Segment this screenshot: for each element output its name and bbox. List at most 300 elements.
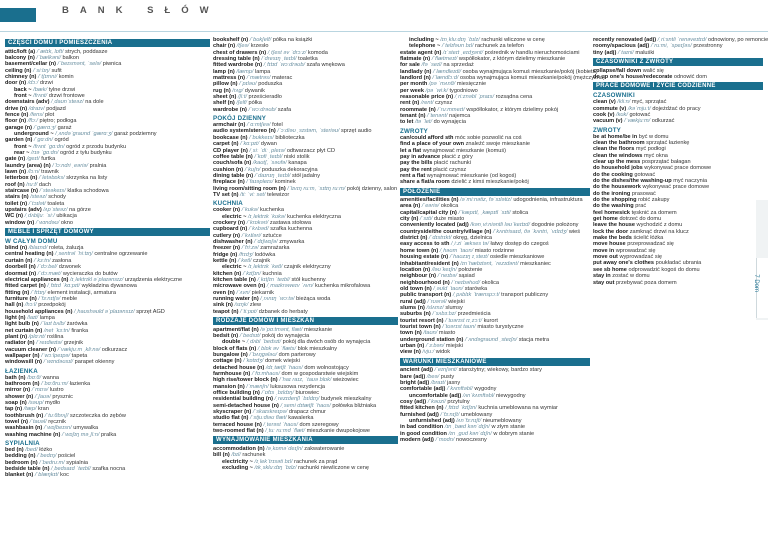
entry-word: microwave oven (n) bbox=[213, 283, 266, 290]
entry-word: put away one's clothes bbox=[593, 260, 655, 267]
entry-phonetic: /ˈkʊkə/ bbox=[241, 207, 259, 214]
entry-word: bungalow (n) bbox=[213, 351, 248, 358]
entry-word: bright (adj) bbox=[400, 379, 430, 386]
entry-word: electrical appliances (n) bbox=[5, 276, 69, 283]
entry-translation: móc sobie pozwolić na coś bbox=[455, 134, 522, 141]
entry-translation: prać bbox=[635, 203, 647, 210]
entry-phonetic: /ˈvækjuːm ˌkliːnə/ bbox=[57, 346, 101, 353]
entry-word: two-roomed flat (n) bbox=[213, 428, 264, 435]
section-heading: PRACE DOMOWE I ŻYCIE CODZIENNE bbox=[593, 82, 763, 90]
entry-translation: maluśki bbox=[635, 49, 655, 56]
entry-translation: odnowiony, po remoncie bbox=[707, 37, 768, 43]
entry-translation: rachunki wliczone w cenę bbox=[481, 37, 545, 43]
entry-translation: niewygodny bbox=[496, 392, 526, 399]
entry-phonetic: /ˈreɪdieɪtə/ bbox=[36, 340, 63, 347]
entry-phonetic: /braɪt/ bbox=[430, 379, 446, 386]
entry-word: light (n) bbox=[5, 314, 26, 321]
entry-translation: okno bbox=[60, 219, 73, 226]
entry-phonetic: /bɑːθ/ bbox=[27, 374, 41, 381]
entry-word: laundry (area) (n) bbox=[5, 162, 51, 169]
entry-phonetic: /ˌbedsaɪd ˈteɪbl/ bbox=[51, 466, 91, 473]
entry-word: sheet (n) bbox=[213, 94, 237, 101]
entry-translation: roślina bbox=[46, 333, 64, 340]
entry-phonetic: /ɪˌlektrɪk ˈketl/ bbox=[247, 264, 283, 271]
entry-phonetic: /bɪl/ bbox=[231, 452, 241, 459]
entry-translation: transport publiczny bbox=[501, 292, 549, 299]
entry-translation: myć okna bbox=[643, 152, 668, 159]
entry-translation: komin bbox=[58, 73, 74, 80]
entry-phonetic: /ˈfɪtɪŋ/ bbox=[30, 289, 46, 296]
section-heading: MEBLE I SPRZĘT DOMOWY bbox=[5, 228, 210, 236]
entry-translation: poduszka dekoracyjna bbox=[261, 166, 318, 173]
entry-translation: płacić rachunki bbox=[433, 160, 471, 167]
entry-translation: myć podłogi bbox=[635, 146, 666, 153]
entry-phonetic: /ɪˌlektrɪkl əˈplaɪənsɪz/ bbox=[69, 276, 124, 283]
entry-phonetic: /ˈbʌŋɡələʊ/ bbox=[249, 351, 278, 358]
entry-word: tap (n) bbox=[5, 406, 23, 413]
entry-phonetic: /ˌpʌblɪk ˈtrænspɔːt/ bbox=[452, 292, 500, 299]
entry-phonetic: /ˌʌndəˈɡraʊnd ˈɡærɑːʒ/ bbox=[55, 130, 113, 137]
entry-translation: odprowadzić kogoś do domu bbox=[628, 266, 700, 273]
entry-word: electricity ~ bbox=[222, 458, 253, 465]
entry-translation: szafa wnękowa bbox=[306, 62, 345, 69]
entry-translation: kawalerka bbox=[288, 415, 314, 422]
entry-phonetic: /ˈkɜːtn/ bbox=[33, 257, 51, 264]
entry-translation: dom w gospodarstwie wiejskim bbox=[281, 371, 359, 377]
entry-word: vacuum (v) bbox=[593, 118, 623, 125]
entry-translation: zmywarka bbox=[279, 238, 305, 245]
entry-phonetic: /ɪnˌkluːdɪŋ ˈbɪlz/ bbox=[440, 37, 480, 43]
entry-word: dishwasher (n) bbox=[213, 238, 253, 245]
entry-word: do the ironing bbox=[593, 190, 631, 197]
entry-translation: mieszkaniec bbox=[520, 260, 551, 267]
entry-phonetic: /ˈneɪbə/ bbox=[437, 273, 458, 280]
entry-phonetic: /ˈmɒdn/ bbox=[435, 436, 455, 443]
entry-word: hall (n) bbox=[5, 302, 24, 309]
entry-phonetic: /ˌfɪtɪd ˈwɔːdrəʊb/ bbox=[263, 62, 305, 69]
entry-translation: kuchenka bbox=[260, 207, 284, 214]
entry-word: pay the bills bbox=[400, 160, 433, 167]
entry-word: door (n) bbox=[5, 80, 27, 87]
entry-translation: kurort bbox=[483, 317, 498, 324]
entry-translation: materac bbox=[272, 75, 293, 82]
entry-word: tiny (adj) bbox=[593, 49, 617, 56]
entry-translation: myć naczynia bbox=[673, 178, 708, 184]
entry-word: audio system/stereo (n) bbox=[213, 128, 276, 135]
page-title: BANK SŁÓW bbox=[62, 5, 220, 16]
header-accent-strip bbox=[0, 8, 36, 22]
entry-word: tourist town (n) bbox=[400, 323, 441, 330]
entry-word: easy access to sth bbox=[400, 241, 450, 248]
entry-word: per month bbox=[400, 81, 428, 88]
entry-translation: nowoczesny bbox=[455, 436, 487, 443]
entry-word: feel homesick bbox=[593, 209, 630, 216]
entry-translation: szczoteczka do zębów bbox=[69, 412, 126, 419]
entry-word: lamp (n) bbox=[213, 68, 235, 75]
entry-word: neighbourhood (n) bbox=[400, 279, 450, 286]
entry-phonetic: /kənˌviːniəntli ləʊˈkeɪtɪd/ bbox=[470, 222, 530, 229]
entry-phonetic: /ˈdɪstrɪkt/ bbox=[428, 235, 452, 242]
entry-phonetic: /ˈflætmeɪt/ bbox=[431, 56, 458, 63]
entry-phonetic: /ˈtaɪni/ bbox=[617, 49, 634, 56]
entry-translation: lustro bbox=[49, 387, 64, 394]
entry-translation: wynajmować mieszkanie (od kogoś) bbox=[426, 172, 517, 179]
entry-word: get home bbox=[593, 216, 618, 223]
entry-word: flatmate (n) bbox=[400, 56, 431, 63]
entry-translation: element instalacji, armatura bbox=[47, 289, 116, 296]
entry-phonetic: /ˈwɔːlpeɪpə/ bbox=[41, 352, 71, 359]
entry-phonetic: /ˈtaʊəl/ bbox=[29, 419, 47, 426]
entry-phonetic: /ɪˈsteɪt ˌeɪdʒənt/ bbox=[442, 49, 484, 56]
entry-translation: posprzątać bałagan bbox=[641, 158, 691, 165]
entry-word: do the cooking bbox=[593, 171, 633, 178]
entry-translation: kuchnia bbox=[262, 270, 282, 277]
entry-phonetic: /laɪt/ bbox=[27, 314, 39, 321]
entry-translation: centralne ogrzewanie bbox=[94, 251, 148, 258]
entry-translation: wychodzić z domu bbox=[636, 222, 683, 229]
entry-translation: domek wiejski bbox=[265, 358, 300, 365]
entry-translation: osiedle mieszkaniowe bbox=[489, 254, 545, 261]
entry-word: electric ~ bbox=[222, 213, 247, 220]
entry-phonetic: /ˈskaɪskreɪpə/ bbox=[252, 409, 288, 416]
entry-word: countryside/the country/village (n) bbox=[400, 228, 492, 235]
entry-translation: kuchenka mikrofalowa bbox=[314, 283, 371, 290]
entry-translation: rachunek za prąd bbox=[294, 458, 338, 465]
entry-translation: myć, sprzątać bbox=[631, 99, 667, 106]
entry-translation: zasłona bbox=[52, 257, 72, 264]
entry-translation: drzwi bbox=[39, 80, 53, 87]
entry-translation: sprzęt AGD bbox=[136, 308, 165, 315]
entry-word: gate (n) bbox=[5, 156, 26, 163]
entry-word: lawn (n) bbox=[5, 169, 27, 176]
entry-phonetic: /ˈeɪnʃənt/ bbox=[434, 367, 458, 374]
vocab-entry bbox=[593, 74, 763, 80]
entry-translation: slumsy bbox=[445, 304, 463, 311]
vocab-entry bbox=[400, 119, 590, 125]
entry-word: suburbs (n) bbox=[400, 311, 431, 318]
entry-word: estate agent (n) bbox=[400, 49, 442, 56]
entry-translation: pokój do wynajęcia bbox=[261, 332, 310, 339]
entry-word: area (n) bbox=[400, 203, 421, 210]
entry-phonetic: /ˈʌndəɡraʊnd ˌsteɪʃn/ bbox=[464, 336, 518, 343]
entry-phonetic: /fə ˈseɪl/ bbox=[421, 62, 442, 69]
entry-phonetic: /ˈwɒʃbeɪsn/ bbox=[43, 425, 72, 432]
entry-phonetic: /ˈtuːθbrʌʃ/ bbox=[44, 412, 69, 419]
entry-translation: dotrzeć do domu bbox=[619, 216, 662, 223]
entry-word: city (n) bbox=[400, 216, 419, 223]
entry-translation: odnowić dom bbox=[673, 73, 707, 80]
entry-word: chimney (n) bbox=[5, 73, 37, 80]
entry-translation: łatwy dostęp do czegoś bbox=[490, 241, 549, 248]
entry-word: washing machine (n) bbox=[5, 431, 61, 438]
entry-word: double ~ bbox=[222, 339, 246, 346]
vocab-entry bbox=[5, 472, 210, 478]
entry-word: sink (n) bbox=[213, 302, 233, 309]
entry-word: fireplace (n) bbox=[213, 179, 245, 186]
entry-word: CD player (n) bbox=[213, 147, 248, 154]
entry-word: to let bbox=[400, 119, 414, 126]
entry-word: detached house (n) bbox=[213, 364, 265, 371]
entry-phonetic: /ˌəʊld ˈtaʊn/ bbox=[433, 285, 464, 292]
entry-phonetic: /ˈsteəkeɪs/ bbox=[39, 188, 66, 195]
entry-word: tourist resort (n) bbox=[400, 317, 444, 324]
entry-phonetic: /ˈhaɪ raɪz, ˈtaʊə blɒk/ bbox=[279, 377, 332, 384]
entry-word: electric ~ bbox=[222, 264, 247, 271]
entry-word: slums (n) bbox=[400, 304, 425, 311]
entry-translation: toaletka bbox=[298, 56, 318, 63]
entry-word: doormat (n) bbox=[5, 270, 37, 277]
entry-translation: w dobrym stanie bbox=[493, 430, 535, 437]
entry-word: modern (adj) bbox=[400, 436, 434, 443]
entry-word: landlady (n) bbox=[400, 68, 432, 75]
entry-translation: rachunki niewliczone w cenę bbox=[298, 464, 370, 471]
entry-translation: schody bbox=[48, 194, 66, 201]
entry-word: bath (n) bbox=[5, 374, 26, 381]
entry-translation: gotować bbox=[629, 111, 651, 118]
entry-translation: wygodny bbox=[474, 386, 497, 393]
entry-word: fence (n) bbox=[5, 111, 29, 118]
vocab-entry bbox=[400, 437, 590, 443]
entry-phonetic: /rʌɡ/ bbox=[232, 87, 244, 94]
entry-word: roommate (n) bbox=[400, 106, 436, 113]
entry-translation: balkon bbox=[62, 54, 80, 61]
entry-word: town (n) bbox=[400, 330, 422, 337]
entry-phonetic: /ˌriːznəbl ˈpraɪs/ bbox=[454, 94, 495, 101]
entry-translation: dzbanek do herbaty bbox=[258, 308, 308, 315]
entry-word: housing estate (n) bbox=[400, 254, 449, 261]
entry-translation: tylne drzwi bbox=[48, 86, 76, 93]
entry-phonetic: /ˌterəst ˈhaʊs/ bbox=[263, 421, 298, 428]
entry-word: bookcase (n) bbox=[213, 134, 248, 141]
entry-translation: płot bbox=[45, 111, 55, 118]
entry-word: roomy/spacious (adj) bbox=[593, 43, 650, 50]
entry-word: kitchen table (n) bbox=[213, 277, 256, 284]
entry-word: high rise/tower block (n) bbox=[213, 377, 278, 384]
entry-word: stay in bbox=[593, 273, 611, 280]
entry-translation: okolica bbox=[481, 279, 500, 286]
entry-phonetic: /ˈbedɪŋ/ bbox=[37, 453, 57, 460]
entry-translation: udogodnienia, infrastruktura bbox=[513, 197, 583, 204]
entry-translation: odkurzać bbox=[651, 118, 675, 125]
entry-phonetic: /ˈdɪʃwɒʃə/ bbox=[254, 238, 278, 245]
entry-phonetic: /ɪkˌskluːdɪŋ ˈbɪlz/ bbox=[254, 464, 297, 471]
entry-phonetic: /ˌhəʊm ˈtaʊn/ bbox=[439, 247, 474, 254]
entry-word: shower (n) bbox=[5, 393, 34, 400]
entry-phonetic: /ˈɔːdiəʊ ˌsɪstəm, ˈsteriəʊ/ bbox=[277, 128, 340, 135]
entry-phonetic: /ˈeəriə/ bbox=[421, 203, 440, 210]
vocab-entry bbox=[400, 179, 590, 185]
entry-translation: wykonywać prace domowe bbox=[644, 165, 712, 172]
entry-phonetic: /ˈtʊərɪst taʊn/ bbox=[442, 323, 476, 330]
entry-phonetic: /sɪŋk/ bbox=[234, 302, 249, 309]
entry-translation: być w domu bbox=[638, 133, 669, 140]
entry-translation: miasto rodzinne bbox=[474, 247, 515, 254]
entry-translation: dom wolnostojący bbox=[304, 364, 349, 371]
entry-translation: dogodnie położony bbox=[531, 222, 579, 229]
entry-phonetic: /kaʊtʃ, ˈsəʊfə/ bbox=[252, 160, 287, 167]
entry-translation: przebywać poza domem bbox=[616, 279, 677, 286]
entry-phonetic: /ˌhaʊshəʊld əˈplaɪənsɪz/ bbox=[74, 308, 135, 315]
entry-phonetic: /kʊk/ bbox=[616, 111, 628, 118]
entry-word: clean the windows bbox=[593, 152, 643, 159]
entry-translation: luksusowa rezydencja bbox=[270, 383, 326, 390]
entry-word: cupboard (n) bbox=[213, 226, 248, 233]
entry-phonetic: /tʃeə/ bbox=[236, 43, 250, 50]
entry-translation: sztućce bbox=[262, 232, 282, 239]
entry-word: toilet (n) bbox=[5, 200, 28, 207]
entry-translation: przytulny bbox=[447, 398, 470, 405]
entry-translation: sufit bbox=[51, 67, 62, 74]
entry-phonetic: /pə ˈwiːk/ bbox=[425, 87, 448, 94]
subsection-heading: KUCHNIA bbox=[213, 200, 243, 208]
entry-phonetic: /ˈʌvn/ bbox=[236, 289, 251, 296]
entry-phonetic: /lɔːn/ bbox=[27, 169, 40, 176]
entry-translation: ręcznik bbox=[48, 419, 66, 426]
entry-word: home town (n) bbox=[400, 247, 439, 254]
entry-phonetic: /bed/ bbox=[25, 447, 38, 454]
entry-translation: dywan bbox=[260, 141, 277, 148]
entry-phonetic: /ˈsʌbɜːbz/ bbox=[432, 311, 457, 318]
entry-translation: urządzenia elektryczne bbox=[124, 276, 183, 283]
entry-translation: ogród bbox=[54, 137, 69, 144]
entry-phonetic: /tæp/ bbox=[23, 406, 37, 413]
entry-translation: widok bbox=[435, 349, 451, 356]
entry-translation: prasować bbox=[631, 190, 656, 197]
entry-phonetic: /ˌsiː ˈdiː ˌpleɪə/ bbox=[249, 147, 286, 154]
entry-word: stay out bbox=[593, 279, 615, 286]
entry-word: let a flat bbox=[400, 147, 422, 154]
entry-word: vacuum cleaner (n) bbox=[5, 346, 56, 353]
entry-phonetic: /ˈfɜːnɪtʃə/ bbox=[38, 295, 61, 302]
entry-phonetic: /vjuː/ bbox=[422, 349, 435, 356]
entry-translation: dach bbox=[38, 181, 52, 188]
entry-translation: budynek mieszkalny bbox=[321, 396, 372, 403]
entry-phonetic: /ˌdʌbljuː ˈsiː/ bbox=[24, 213, 55, 220]
subsection-heading: W CAŁYM DOMU bbox=[5, 238, 58, 246]
entry-phonetic: /rɪə ˈɡɑːdn/ bbox=[30, 150, 59, 156]
entry-phonetic: /ˈwɪndəʊ/ bbox=[35, 219, 60, 226]
entry-word: district (n) bbox=[400, 235, 428, 242]
entry-word: plant (n) bbox=[5, 333, 28, 340]
entry-phonetic: /ˈkrɒkəri/ bbox=[246, 219, 269, 226]
entry-translation: czajnik elektryczny bbox=[284, 264, 331, 271]
entry-phonetic: /ɪnˈhæbɪtənt, ˈrezɪdənt/ bbox=[460, 260, 519, 267]
entry-word: cottage (n) bbox=[213, 358, 242, 365]
entry-translation: prześcieradło bbox=[248, 94, 282, 101]
entry-translation: niski stolik bbox=[284, 153, 310, 160]
entry-phonetic: /ˈkʌntrisaɪd, ðə ˈkʌntri, ˈvɪlɪdʒ/ bbox=[492, 228, 568, 235]
entry-phonetic: /ˈkɒfi ˌteɪbl/ bbox=[254, 153, 283, 160]
entry-word: pay the rent bbox=[400, 166, 432, 173]
entry-phonetic: /ˈkʌbəd/ bbox=[248, 226, 269, 233]
entry-translation: walić się bbox=[642, 67, 664, 74]
entry-word: old town (n) bbox=[400, 285, 432, 292]
entry-translation: strych, poddasze bbox=[65, 48, 108, 55]
entry-phonetic: /beə/ bbox=[426, 373, 440, 380]
entry-phonetic: /pə ˈmʌnθ/ bbox=[428, 81, 456, 88]
entry-translation: sprzątać łazienkę bbox=[646, 139, 690, 146]
entry-word: apartment/flat (n) bbox=[213, 326, 259, 333]
vocab-entry bbox=[213, 465, 398, 471]
entry-translation: wprowadzać się bbox=[615, 247, 656, 254]
chapter-label: 7 Dom bbox=[753, 274, 760, 293]
entry-phonetic: /ˈbedsɪt/ bbox=[239, 332, 261, 339]
entry-translation: blok mieszkalny bbox=[297, 345, 338, 352]
entry-translation: mieszkanie dwupokojowe bbox=[306, 428, 371, 435]
entry-phonetic: /ˈmænʃn/ bbox=[246, 383, 269, 390]
header-divider bbox=[0, 31, 768, 32]
entry-translation: osoba wynajmująca komuś mieszkanie/pokój (mężczyzna) bbox=[460, 75, 605, 82]
entry-translation: rachunek bbox=[242, 452, 266, 459]
entry-translation: podjazd bbox=[46, 105, 66, 112]
entry-translation: odkurzacz bbox=[101, 346, 128, 353]
entry-translation: stolica bbox=[512, 209, 529, 216]
entry-word: floor (n) bbox=[5, 118, 27, 125]
entry-phonetic: /ˈɒfɪs ˌbɪldɪŋ/ bbox=[261, 390, 294, 397]
entry-word: view (n) bbox=[400, 349, 421, 356]
entry-word: unfurnished (adj) bbox=[409, 417, 455, 424]
entry-phonetic: /ˈruːmi, ˈspeɪʃəs/ bbox=[650, 43, 692, 50]
entry-phonetic: /ˈsiːlɪŋ/ bbox=[32, 67, 50, 74]
entry-phonetic: /ˈmɪrə/ bbox=[31, 387, 49, 394]
entry-translation: trawnik bbox=[41, 169, 59, 176]
entry-translation: żarówka bbox=[66, 321, 88, 328]
entry-phonetic: /ˈdɔːmæt/ bbox=[37, 270, 62, 277]
entry-word: urban (n) bbox=[400, 342, 425, 349]
entry-word: central heating (n) bbox=[5, 251, 54, 258]
entry-word: wallpaper (n) bbox=[5, 352, 40, 359]
entry-phonetic: /ʌpˈsteəz/ bbox=[43, 207, 68, 214]
entry-phonetic: /net ˈkɜːtn/ bbox=[43, 327, 70, 334]
entry-phonetic: /ˈɑːmtʃeə/ bbox=[246, 122, 271, 129]
entry-translation: mieszkanie bbox=[304, 326, 333, 333]
entry-translation: kanapa bbox=[288, 160, 307, 167]
entry-word: clean (v) bbox=[593, 99, 616, 106]
entry-word: rent (n) bbox=[400, 100, 420, 107]
entry-word: lock the door bbox=[593, 228, 629, 235]
column-4 bbox=[593, 37, 768, 286]
entry-phonetic: /kəˈmjuːt/ bbox=[627, 105, 651, 112]
entry-word: uncomfortable (adj) bbox=[409, 392, 462, 399]
entry-translation: toaleta bbox=[47, 200, 65, 207]
entry-word: window (n) bbox=[5, 219, 35, 226]
entry-word: be at home/be in bbox=[593, 133, 638, 140]
entry-translation: furtka bbox=[41, 156, 56, 163]
entry-translation: okręg, dzielnica bbox=[453, 235, 492, 242]
column-1 bbox=[5, 37, 210, 479]
entry-phonetic: /ˈvækjuːm/ bbox=[624, 118, 651, 125]
entry-phonetic: /ˌrezɪdenʃl ˈbɪldɪŋ/ bbox=[274, 396, 320, 403]
entry-translation: pośrednik w handlu nieruchomościami bbox=[484, 49, 580, 56]
entry-translation: komoda bbox=[307, 49, 328, 56]
entry-translation: piekarnik bbox=[251, 289, 274, 296]
entry-phonetic: /ˈbʊkʃelf/ bbox=[249, 37, 272, 43]
entry-word: WC (n) bbox=[5, 213, 24, 220]
entry-translation: nieumeblowany bbox=[482, 417, 522, 424]
entry-phonetic: /ˈlɔːndri ˌeəriə/ bbox=[52, 162, 89, 169]
entry-word: crockery (n) bbox=[213, 219, 246, 226]
subsection-heading: ŁAZIENKA bbox=[5, 367, 38, 375]
entry-word: doorbell (n) bbox=[5, 264, 36, 271]
entry-word: toothbrush (n) bbox=[5, 412, 44, 419]
entry-word: kettle (n) bbox=[213, 258, 237, 264]
entry-translation: sprzęt audio bbox=[340, 128, 372, 135]
entry-phonetic: /plɑːnt/ bbox=[28, 333, 46, 340]
entry-phonetic: /ˌsemi dɪtætʃt ˈhaʊs/ bbox=[280, 402, 331, 409]
entry-word: for sale bbox=[400, 62, 420, 69]
entry-translation: na dole bbox=[85, 99, 104, 106]
entry-word: fitted wardrobe (n) bbox=[213, 62, 263, 69]
